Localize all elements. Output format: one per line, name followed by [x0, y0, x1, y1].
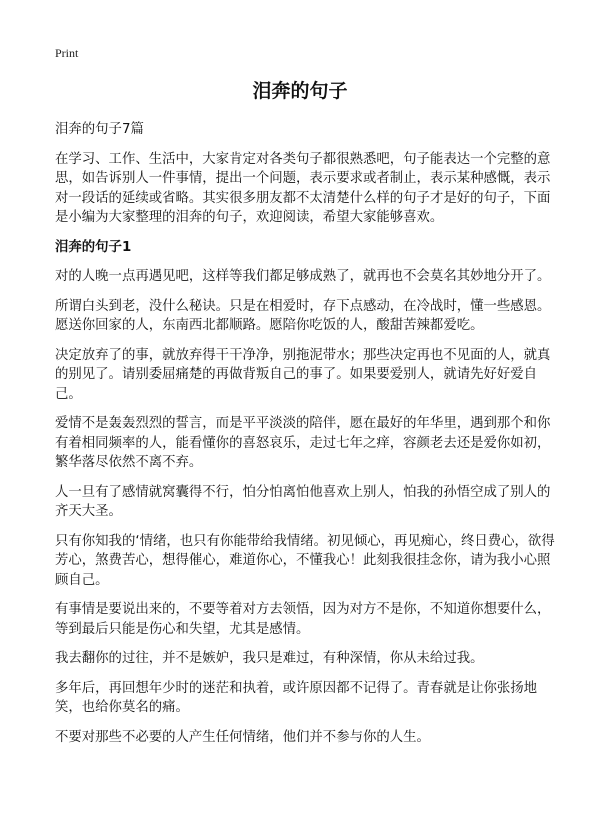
sentence-paragraph: 对的人晚一点再遇见吧，这样等我们都足够成熟了，就再也不会莫名其妙地分开了。: [55, 269, 551, 284]
sentence-paragraph: 决定放弃了的事，就放弃得干干净净，别拖泥带水；那些决定再也不见面的人，就真的别见了。请别委屈痛楚的再做背叛自己的事了。如果要爱别人，就请先好好爱自己。: [55, 347, 551, 402]
sentence-paragraph: 不要对那些不必要的人产生任何情绪，他们并不参与你的人生。: [55, 729, 430, 745]
article-subtitle: 泪奔的句子7篇: [55, 122, 144, 137]
sentence-paragraph: 人一旦有了感情就窝囊得不行，怕分怕离怕他喜欢上别人，怕我的孙悟空成了别人的齐天大圣。: [55, 484, 551, 519]
sentence-paragraph: 所谓白头到老，没什么秘诀。只是在相爱时，存下点感动，在冷战时，懂一些感恩。愿送你回家的人，东南西北都顺路。愿陪你吃饭的人，酸甜苦辣都爱吃。: [55, 298, 551, 333]
article-body: [55, 120, 555, 757]
sentence-paragraph: 爱情不是轰轰烈烈的誓言，而是平平淡淡的陪伴，愿在最好的年华里，遇到那个和你有着相同频率的人，能看懂你的喜怒哀乐，走过七年之痒，容颜老去还是爱你如初，繁华落尽依然不离不弃。: [55, 416, 551, 470]
sentence-paragraph: 有事情是要说出来的，不要等着对方去领悟，因为对方不是你，不知道你想要什么，等到最后只能是伤心和失望，尤其是感情。: [55, 602, 551, 637]
section-heading: 泪奔的句子1: [55, 239, 132, 255]
sentence-paragraph: 只有你知我的‘情绪，也只有你能带给我情绪。初见倾心，再见痴心，终日费心，欲得芳心，煞费苦心，想得催心，难道你心，不懂我心！此刻我很挂念你，请为我小心照顾自己。: [55, 533, 555, 588]
page-title: 泪奔的句子: [252, 80, 348, 102]
sentence-paragraph: 我去翻你的过往，并不是嫉妒，我只是难过，有种深情，你从未给过我。: [55, 651, 484, 666]
print-link[interactable]: Print: [55, 46, 79, 60]
sentence-paragraph: 多年后，再回想年少时的迷茫和执着，或许原因都不记得了。青春就是让你张扬地笑，也给你莫名的痛。: [55, 680, 538, 715]
intro-paragraph: 在学习、工作、生活中，大家肯定对各类句子都很熟悉吧，句子能表达一个完整的意思，如告诉别人一件事情，提出一个问题，表示要求或者制止，表示某种感慨，表示对一段话的延续或省略。其实很多朋友都不太清楚什么样的句子才是好的句子，下面是小编为大家整理的泪奔的句子，欢迎阅读，希望大家能够喜欢。: [55, 151, 551, 225]
